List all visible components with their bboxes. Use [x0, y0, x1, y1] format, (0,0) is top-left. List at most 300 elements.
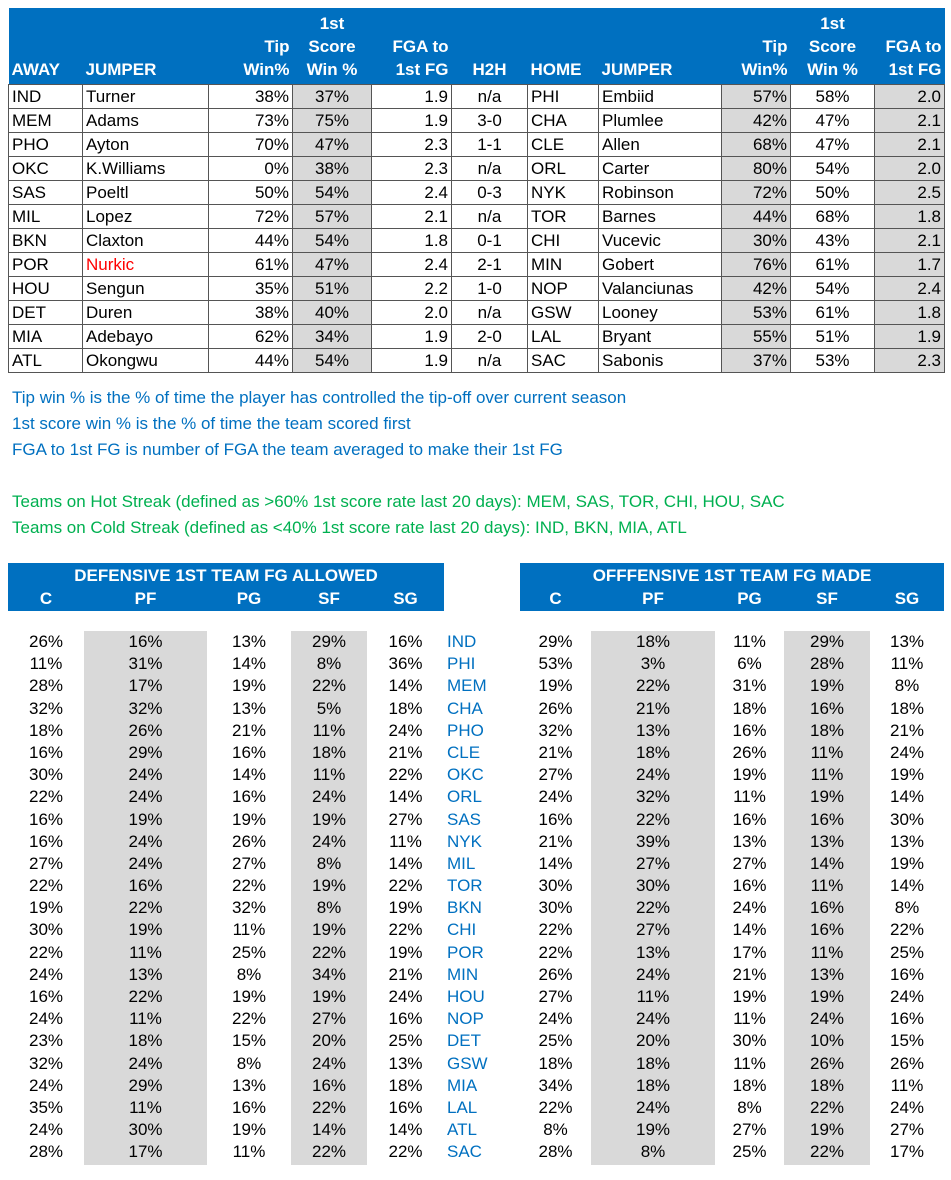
def-c-value: 32%: [28, 1053, 64, 1073]
offensive-title: OFFFENSIVE 1ST TEAM FG MADE: [592, 566, 872, 585]
note-cold-streak: Teams on Cold Streak (defined as <40% 1st score rate last 20 days): IND, BKN, MIA, ATL: [12, 518, 687, 537]
def-c-value: 24%: [28, 1075, 64, 1095]
def-c-value: 28%: [28, 1142, 64, 1162]
off-sf-value: 11%: [810, 742, 844, 762]
off-row: [520, 786, 944, 808]
def-pf-value: 31%: [128, 654, 163, 674]
cell-away-jumper: K.Williams: [83, 157, 209, 181]
off-sg-value: 26%: [889, 1053, 925, 1073]
off-pg-value: 16%: [732, 809, 767, 829]
off-sf-value: 14%: [809, 853, 845, 873]
off-sf-value: 18%: [809, 1075, 845, 1095]
cell-away-jumper: Sengun: [83, 277, 209, 301]
def-sf-value: 19%: [311, 920, 347, 940]
off-row: [520, 919, 944, 941]
off-c-value: 16%: [538, 809, 573, 829]
off-pg-value: 18%: [732, 1075, 767, 1095]
off-pg-value: 6%: [737, 654, 762, 674]
off-pf-value: 21%: [635, 698, 671, 718]
matchup-row: [9, 109, 945, 133]
cell-away-jumper: Ayton: [83, 133, 209, 157]
cell-away-score: 54%: [293, 181, 372, 205]
def-pf-value: 22%: [128, 987, 163, 1006]
def-row: [8, 853, 444, 875]
cell-away: IND: [9, 85, 83, 109]
off-pf-value: 8%: [640, 1142, 666, 1162]
cell-away: POR: [9, 253, 83, 277]
note-tip-definition: Tip win % is the % of time the player has controlled the tip-off over current season: [12, 388, 627, 407]
def-sg-value: 18%: [388, 698, 423, 718]
off-sf-value: 13%: [809, 964, 845, 984]
header-jumper-away: JUMPER: [83, 8, 209, 85]
off-sf-value: 16%: [809, 898, 845, 918]
def-sf-value: 16%: [311, 1075, 347, 1095]
cell-home-tip: 44%: [722, 205, 791, 229]
defensive-title: DEFENSIVE 1ST TEAM FG ALLOWED: [74, 566, 378, 585]
def-c-value: 22%: [28, 942, 64, 962]
cell-home-fga: 2.1: [875, 109, 945, 133]
def-c-value: 27%: [28, 853, 64, 873]
def-sg-value: 14%: [388, 676, 423, 696]
off-pf-value: 39%: [635, 831, 671, 851]
def-sf-value: 19%: [311, 809, 347, 829]
cell-home-jumper: Allen: [599, 133, 722, 157]
cell-away: DET: [9, 301, 83, 325]
off-col-sf: SF: [816, 589, 838, 608]
off-sg-value: 24%: [889, 987, 925, 1006]
def-sf-value: 14%: [311, 1120, 347, 1140]
off-c-value: 25%: [538, 1031, 573, 1051]
def-c-value: 11%: [29, 654, 63, 674]
off-sg-value: 8%: [894, 676, 920, 696]
off-c-value: 32%: [538, 720, 573, 740]
def-sf-value: 8%: [316, 898, 342, 918]
matchup-row: [9, 85, 945, 109]
cell-away: MEM: [9, 109, 83, 133]
cell-home-score: 47%: [791, 133, 875, 157]
def-row: [8, 742, 444, 764]
cell-h2h: 3-0: [452, 109, 528, 133]
off-pg-value: 17%: [732, 942, 767, 962]
off-pf-value: 19%: [635, 1120, 671, 1140]
off-row: [520, 1141, 944, 1163]
off-c-value: 30%: [538, 876, 573, 896]
team-column: [447, 631, 507, 1164]
def-pg-value: 16%: [231, 787, 267, 807]
cell-home-score: 53%: [791, 349, 875, 373]
def-c-value: 22%: [28, 787, 64, 807]
cell-away: SAS: [9, 181, 83, 205]
team-label: SAC: [447, 1142, 482, 1162]
off-row: [520, 1030, 944, 1052]
cell-home-jumper: Sabonis: [599, 349, 722, 373]
matchup-body: [9, 85, 945, 373]
cell-away-jumper: Adebayo: [83, 325, 209, 349]
def-sf-value: 22%: [311, 676, 347, 696]
def-c-value: 23%: [28, 1031, 64, 1051]
cell-away-fga: 1.9: [372, 109, 452, 133]
cell-away-fga: 2.3: [372, 133, 452, 157]
cell-away-score: 51%: [293, 277, 372, 301]
def-sg-value: 16%: [388, 1097, 423, 1117]
off-row: [520, 675, 944, 697]
cell-home-jumper: Plumlee: [599, 109, 722, 133]
off-sf-value: 16%: [809, 809, 845, 829]
offensive-body: [520, 631, 944, 1164]
cell-away-tip: 50%: [209, 181, 293, 205]
cell-away-tip: 72%: [209, 205, 293, 229]
def-c-value: 24%: [28, 964, 64, 984]
def-sg-value: 24%: [388, 987, 423, 1006]
def-row: [8, 1030, 444, 1052]
def-row: [8, 942, 444, 964]
def-sg-value: 14%: [388, 853, 423, 873]
off-sf-value: 19%: [809, 987, 845, 1006]
cell-away-score: 57%: [293, 205, 372, 229]
cell-home-score: 51%: [791, 325, 875, 349]
cell-away-tip: 62%: [209, 325, 293, 349]
def-sf-value: 19%: [311, 987, 347, 1006]
off-sg-value: 8%: [894, 898, 920, 918]
def-pg-value: 22%: [231, 876, 267, 896]
matchup-row: [9, 301, 945, 325]
def-row: [8, 875, 444, 897]
cell-home-tip: 76%: [722, 253, 791, 277]
off-c-value: 29%: [538, 632, 573, 651]
team-label: POR: [447, 942, 484, 962]
def-row: [8, 631, 444, 653]
def-pg-value: 8%: [236, 964, 262, 984]
off-row: [520, 1097, 944, 1119]
cell-away-tip: 61%: [209, 253, 293, 277]
off-sf-value: 11%: [810, 765, 844, 785]
def-sg-value: 13%: [388, 1053, 423, 1073]
def-pf-value: 24%: [128, 831, 163, 851]
off-pf-value: 27%: [635, 920, 671, 940]
note-fga-definition: FGA to 1st FG is number of FGA the team averaged to make their 1st FG: [12, 440, 563, 459]
off-pf-value: 24%: [635, 1009, 671, 1029]
def-sg-value: 21%: [388, 964, 423, 984]
matchup-table: [8, 8, 945, 373]
offensive-header: [520, 563, 944, 611]
def-col-pg: PG: [236, 589, 262, 608]
off-c-value: 30%: [538, 898, 573, 918]
def-pf-value: 13%: [128, 964, 163, 984]
off-pf-value: 13%: [635, 942, 671, 962]
cell-away-jumper: Duren: [83, 301, 209, 325]
def-pf-value: 32%: [128, 698, 163, 718]
cell-away-jumper: Adams: [83, 109, 209, 133]
def-row: [8, 897, 444, 919]
def-c-value: 16%: [28, 831, 64, 851]
cell-away-fga: 2.2: [372, 277, 452, 301]
cell-home: NYK: [528, 181, 599, 205]
cell-home-tip: 37%: [722, 349, 791, 373]
cell-home: LAL: [528, 325, 599, 349]
def-pf-value: 26%: [128, 720, 163, 740]
off-c-value: 21%: [538, 831, 573, 851]
defensive-header: [8, 563, 444, 611]
matchup-row: [9, 325, 945, 349]
off-pg-value: 24%: [732, 898, 767, 918]
cell-home: PHI: [528, 85, 599, 109]
cell-h2h: n/a: [452, 349, 528, 373]
matchup-header-row: [9, 8, 945, 85]
off-pg-value: 30%: [732, 1031, 767, 1051]
header-away: AWAY: [9, 8, 83, 85]
def-sf-value: 27%: [311, 1009, 347, 1029]
cell-home: ORL: [528, 157, 599, 181]
off-pg-value: 21%: [732, 964, 767, 984]
off-row: [520, 809, 944, 831]
off-pf-value: 32%: [635, 787, 671, 807]
def-row: [8, 675, 444, 697]
header-fga-home: FGA to 1st FG: [875, 8, 945, 85]
cell-home-fga: 2.3: [875, 349, 945, 373]
team-label: MEM: [447, 676, 487, 696]
def-row: [8, 986, 444, 1008]
off-c-value: 28%: [538, 1142, 573, 1162]
def-sf-value: 8%: [316, 654, 342, 674]
off-c-value: 53%: [538, 654, 573, 674]
off-pg-value: 8%: [737, 1097, 762, 1117]
cell-home-jumper: Embiid: [599, 85, 722, 109]
off-c-value: 22%: [538, 1097, 573, 1117]
def-pf-value: 19%: [128, 809, 163, 829]
cell-home-fga: 2.4: [875, 277, 945, 301]
header-score-home: 1st Score Win %: [791, 8, 875, 85]
note-hot-streak: Teams on Hot Streak (defined as >60% 1st score rate last 20 days): MEM, SAS, TOR, CHI, HOU, SAC: [12, 492, 785, 511]
cell-h2h: 0-1: [452, 229, 528, 253]
def-pf-value: 24%: [128, 787, 163, 807]
cell-home-fga: 1.9: [875, 325, 945, 349]
off-pg-value: 11%: [733, 1009, 766, 1029]
def-sg-value: 36%: [388, 654, 423, 674]
def-c-value: 30%: [28, 765, 64, 785]
cell-home: CHI: [528, 229, 599, 253]
def-pg-value: 14%: [231, 765, 267, 785]
header-h2h: H2H: [452, 8, 528, 85]
cell-home: SAC: [528, 349, 599, 373]
def-pf-value: 24%: [128, 853, 163, 873]
off-sg-value: 19%: [889, 765, 925, 785]
def-sg-value: 14%: [388, 1120, 423, 1140]
off-pf-value: 22%: [635, 676, 671, 696]
def-c-value: 16%: [28, 742, 64, 762]
matchup-row: [9, 277, 945, 301]
cell-away-score: 38%: [293, 157, 372, 181]
cell-away: MIA: [9, 325, 83, 349]
cell-away-tip: 0%: [209, 157, 293, 181]
matchup-row: [9, 181, 945, 205]
cell-away-score: 75%: [293, 109, 372, 133]
cell-home-fga: 2.0: [875, 157, 945, 181]
off-sg-value: 14%: [889, 787, 925, 807]
off-pg-value: 26%: [732, 742, 767, 762]
cell-home: GSW: [528, 301, 599, 325]
cell-home-score: 47%: [791, 109, 875, 133]
def-pg-value: 19%: [231, 809, 267, 829]
off-c-value: 21%: [538, 742, 573, 762]
def-c-value: 24%: [28, 1009, 64, 1029]
def-sg-value: 16%: [388, 1009, 423, 1029]
def-row: [8, 698, 444, 720]
note-score-definition: 1st score win % is the % of time the team scored first: [12, 414, 411, 433]
def-sf-value: 24%: [311, 831, 347, 851]
def-pf-value: 29%: [128, 742, 163, 762]
cell-away-score: 40%: [293, 301, 372, 325]
cell-home-tip: 53%: [722, 301, 791, 325]
off-c-value: 27%: [538, 765, 573, 785]
def-row: [8, 1119, 444, 1141]
def-pg-value: 13%: [231, 698, 267, 718]
off-sg-value: 14%: [889, 876, 925, 896]
header-home: HOME: [528, 8, 599, 85]
cell-h2h: 2-1: [452, 253, 528, 277]
off-row: [520, 897, 944, 919]
off-pg-value: 27%: [732, 1120, 767, 1140]
def-pf-value: 16%: [128, 876, 163, 896]
cell-home-score: 61%: [791, 253, 875, 277]
cell-away-score: 34%: [293, 325, 372, 349]
def-pf-value: 19%: [128, 920, 163, 940]
def-pg-value: 22%: [231, 1009, 267, 1029]
cell-away-fga: 1.9: [372, 85, 452, 109]
off-pg-value: 27%: [732, 853, 767, 873]
cell-away-tip: 44%: [209, 229, 293, 253]
cell-away: HOU: [9, 277, 83, 301]
team-label: MIA: [447, 1075, 478, 1095]
cell-h2h: 0-3: [452, 181, 528, 205]
team-label: ORL: [447, 787, 482, 807]
off-pf-value: 18%: [635, 1053, 671, 1073]
off-sf-value: 24%: [809, 1009, 845, 1029]
off-sf-value: 19%: [809, 787, 845, 807]
def-sg-value: 22%: [388, 1142, 423, 1162]
cell-home-tip: 72%: [722, 181, 791, 205]
def-pg-value: 19%: [231, 1120, 267, 1140]
team-label: CHI: [447, 920, 477, 940]
off-pg-value: 11%: [733, 787, 766, 807]
def-pg-value: 19%: [231, 676, 267, 696]
off-row: [520, 986, 944, 1008]
off-pf-value: 27%: [635, 853, 671, 873]
off-row: [520, 742, 944, 764]
team-label: TOR: [447, 876, 483, 896]
off-sg-value: 22%: [889, 920, 925, 940]
cell-home-jumper: Bryant: [599, 325, 722, 349]
off-row: [520, 853, 944, 875]
off-pf-value: 13%: [635, 720, 671, 740]
off-sf-value: 22%: [809, 1142, 845, 1162]
def-pg-value: 25%: [231, 942, 267, 962]
def-pg-value: 8%: [236, 1053, 262, 1073]
cell-away-jumper: Turner: [83, 85, 209, 109]
off-pf-value: 11%: [636, 987, 670, 1006]
matchup-row: [9, 133, 945, 157]
cell-h2h: n/a: [452, 205, 528, 229]
def-pg-value: 13%: [231, 1075, 267, 1095]
cell-away-score: 47%: [293, 133, 372, 157]
off-sg-value: 30%: [889, 809, 925, 829]
def-sg-value: 19%: [388, 942, 423, 962]
off-pf-value: 24%: [635, 964, 671, 984]
off-sg-value: 25%: [889, 942, 925, 962]
cell-home-jumper: Vucevic: [599, 229, 722, 253]
off-sg-value: 11%: [890, 1075, 924, 1095]
team-label: DET: [447, 1031, 481, 1051]
team-label: NYK: [447, 831, 482, 851]
off-row: [520, 1119, 944, 1141]
def-c-value: 16%: [28, 809, 64, 829]
off-c-value: 26%: [538, 964, 573, 984]
off-sg-value: 11%: [890, 654, 924, 674]
cell-away-fga: 2.4: [372, 253, 452, 277]
def-row: [8, 786, 444, 808]
cell-away-jumper: Claxton: [83, 229, 209, 253]
cell-away-tip: 38%: [209, 85, 293, 109]
cell-home: TOR: [528, 205, 599, 229]
off-pf-value: 22%: [635, 898, 671, 918]
defensive-body: [8, 631, 444, 1164]
off-pf-value: 24%: [635, 765, 671, 785]
cell-home: CHA: [528, 109, 599, 133]
off-pf-value: 22%: [635, 809, 671, 829]
team-label: MIN: [447, 964, 479, 984]
off-c-value: 19%: [538, 676, 573, 696]
off-sg-value: 13%: [889, 632, 925, 651]
off-sg-value: 19%: [889, 853, 925, 873]
def-sf-value: 19%: [311, 876, 347, 896]
def-pg-value: 15%: [231, 1031, 267, 1051]
off-c-value: 24%: [538, 787, 573, 807]
def-sf-value: 22%: [311, 1097, 347, 1117]
cell-h2h: n/a: [452, 301, 528, 325]
team-label: OKC: [447, 765, 484, 785]
off-pg-value: 18%: [732, 698, 767, 718]
def-c-value: 19%: [28, 898, 64, 918]
cell-h2h: n/a: [452, 85, 528, 109]
cell-away-fga: 1.9: [372, 325, 452, 349]
off-sg-value: 24%: [889, 742, 925, 762]
cell-home-fga: 2.1: [875, 229, 945, 253]
off-pg-value: 16%: [732, 876, 767, 896]
off-pf-value: 3%: [640, 654, 666, 674]
matchup-row: [9, 157, 945, 181]
off-pg-value: 13%: [732, 831, 767, 851]
off-pg-value: 25%: [732, 1142, 767, 1162]
def-sg-value: 22%: [388, 876, 423, 896]
def-sf-value: 11%: [312, 720, 346, 740]
off-c-value: 14%: [538, 853, 573, 873]
def-pg-value: 11%: [232, 1142, 266, 1162]
cell-home-fga: 2.0: [875, 85, 945, 109]
def-sg-value: 21%: [388, 742, 423, 762]
cell-home: CLE: [528, 133, 599, 157]
def-pf-value: 18%: [128, 1031, 163, 1051]
cell-home-jumper: Robinson: [599, 181, 722, 205]
cell-h2h: 1-0: [452, 277, 528, 301]
def-pf-value: 11%: [129, 942, 162, 962]
def-pg-value: 13%: [231, 632, 267, 651]
off-pg-value: 11%: [733, 632, 766, 651]
def-pf-value: 24%: [128, 765, 163, 785]
off-sg-value: 13%: [889, 831, 925, 851]
off-row: [520, 653, 944, 675]
off-sg-value: 18%: [889, 698, 925, 718]
team-label: ATL: [447, 1120, 477, 1140]
def-pf-value: 24%: [128, 1053, 163, 1073]
